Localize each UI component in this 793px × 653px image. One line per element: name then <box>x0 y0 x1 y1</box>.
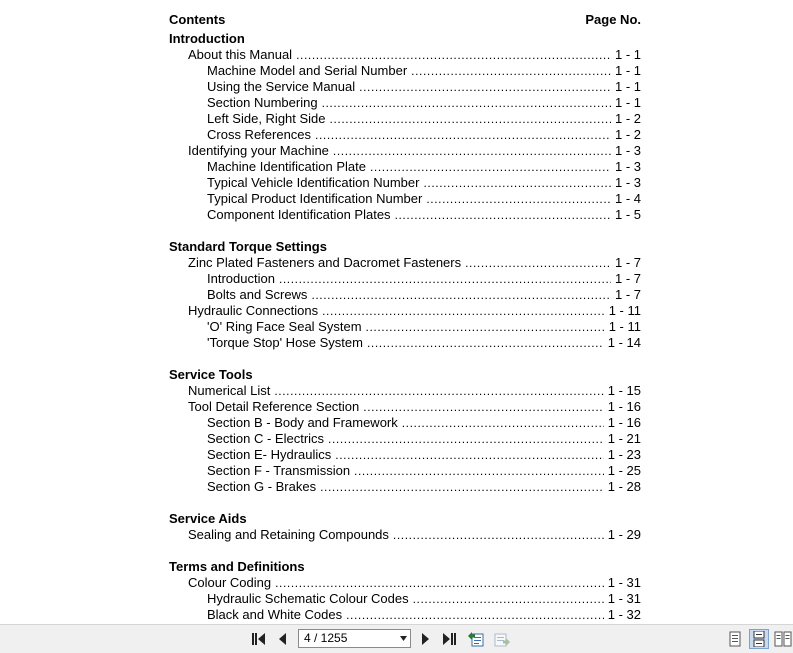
toc-entry-page: 1 - 5 <box>614 207 641 222</box>
toc-entry-label: Black and White Codes <box>207 607 343 622</box>
toc-dot-leader <box>363 399 603 415</box>
toc-entry-page: 1 - 25 <box>607 463 641 478</box>
go-back-view-button[interactable] <box>467 630 485 648</box>
toc-entry[interactable] <box>188 399 641 415</box>
toc-entry-label: Zinc Plated Fasteners and Dacromet Fasteners <box>188 255 462 270</box>
toc-entry-page: 1 - 3 <box>614 143 641 158</box>
toc-entry[interactable] <box>207 79 641 95</box>
toc-entry-label: Typical Product Identification Number <box>207 191 423 206</box>
toc-entry-label: Machine Model and Serial Number <box>207 63 408 78</box>
continuous-view-button[interactable] <box>750 630 768 648</box>
facing-pages-view-button[interactable] <box>774 630 792 648</box>
toc-entry-page: 1 - 28 <box>607 479 641 494</box>
toc-entry-page: 1 - 29 <box>607 527 641 542</box>
toc-entry-page: 1 - 1 <box>614 47 641 62</box>
toc-entry[interactable] <box>207 191 641 207</box>
toc-dot-leader <box>296 47 611 63</box>
toc-entry-page: 1 - 23 <box>607 447 641 462</box>
toc-dot-leader <box>395 207 611 223</box>
last-page-icon <box>442 632 458 646</box>
single-page-view-icon <box>728 631 742 647</box>
toc-entry-label: Sealing and Retaining Compounds <box>188 527 389 542</box>
toc-entry[interactable] <box>207 159 641 175</box>
next-page-icon <box>420 632 432 646</box>
toc-entry[interactable] <box>207 335 641 351</box>
toc-entry[interactable] <box>188 255 641 271</box>
toc-dot-leader <box>354 463 604 479</box>
toc-dot-leader <box>402 415 604 431</box>
toc-entry-label: Using the Service Manual <box>207 79 356 94</box>
toc-entry[interactable] <box>207 479 641 495</box>
toc-entry-label: Machine Identification Plate <box>207 159 366 174</box>
toc-entry-label: Section Numbering <box>207 95 318 110</box>
next-page-button[interactable] <box>417 630 435 648</box>
toc-entry-page: 1 - 7 <box>614 271 641 286</box>
toc-dot-leader <box>328 431 604 447</box>
toc-entry-page: 1 - 3 <box>614 175 641 190</box>
toc-dot-leader <box>465 255 611 271</box>
toc-section-heading <box>169 31 641 47</box>
toc-entry[interactable] <box>207 175 641 191</box>
toc-section-heading <box>169 511 641 527</box>
toc-entry-page: 1 - 1 <box>614 95 641 110</box>
toc-entry-label: Service Tools <box>169 367 253 382</box>
toc-entry[interactable] <box>207 415 641 431</box>
toc-entry[interactable] <box>207 319 641 335</box>
toc-dot-leader <box>330 111 611 127</box>
toc-entry[interactable] <box>207 207 641 223</box>
toc-entry[interactable] <box>188 527 641 543</box>
single-page-view-button[interactable] <box>726 630 744 648</box>
toc-dot-leader <box>411 63 611 79</box>
toc-entry-label: Hydraulic Schematic Colour Codes <box>207 591 409 606</box>
toc-entry-page: 1 - 2 <box>614 111 641 126</box>
last-page-button[interactable] <box>441 630 459 648</box>
toc-entry-label: Component Identification Plates <box>207 207 391 222</box>
toc-entry-page: 1 - 7 <box>614 287 641 302</box>
toc-entry[interactable] <box>188 575 641 591</box>
toc-entry-label: Hydraulic Connections <box>188 303 319 318</box>
toc-entry[interactable] <box>207 287 641 303</box>
go-forward-view-button[interactable] <box>493 630 511 648</box>
toc-dot-leader <box>275 575 604 591</box>
toc-entry-label: Section C - Electrics <box>207 431 325 446</box>
toc-entry-page: 1 - 11 <box>608 303 641 318</box>
toc-entry[interactable] <box>188 303 641 319</box>
toc-entry-label: Typical Vehicle Identification Number <box>207 175 420 190</box>
toc-entry-label: Section F - Transmission <box>207 463 351 478</box>
toc-entry-page: 1 - 7 <box>614 255 641 270</box>
toc-entry-label: Terms and Definitions <box>169 559 305 574</box>
chevron-down-icon <box>400 636 407 641</box>
toc-entry-label: Section G - Brakes <box>207 479 317 494</box>
continuous-view-icon <box>752 631 766 647</box>
toc-entry-label: Identifying your Machine <box>188 143 329 158</box>
first-page-icon <box>250 632 266 646</box>
toc-entry-label: Left Side, Right Side <box>207 111 326 126</box>
toc-entry-page: 1 - 3 <box>614 159 641 174</box>
toc-entry-label: Cross References <box>207 127 312 142</box>
toc-entry-page: 1 - 1 <box>614 63 641 78</box>
toc-entry-label: Numerical List <box>188 383 271 398</box>
toc-section-heading <box>169 367 641 383</box>
toc-dot-leader <box>426 191 611 207</box>
toc-dot-leader <box>322 303 605 319</box>
toc-entry-label: Colour Coding <box>188 575 272 590</box>
contents-heading: Contents <box>169 12 226 27</box>
viewer-toolbar <box>0 624 793 653</box>
toc-dot-leader <box>274 383 603 399</box>
go-forward-view-icon <box>493 631 511 647</box>
toc-entry[interactable] <box>207 95 641 111</box>
toc-entry-label: About this Manual <box>188 47 293 62</box>
toc-dot-leader <box>320 479 604 495</box>
toc-dot-leader <box>367 335 604 351</box>
toc-entry[interactable] <box>207 431 641 447</box>
toc-entry-page: 1 - 14 <box>607 335 641 350</box>
toc-entry-label: Introduction <box>207 271 275 286</box>
previous-page-icon <box>276 632 288 646</box>
toc-entry-label: Bolts and Screws <box>207 287 308 302</box>
toc-entry[interactable] <box>207 63 641 79</box>
page-no-heading: Page No. <box>585 12 641 27</box>
toc-dot-leader <box>393 527 604 543</box>
toc-dot-leader <box>359 79 611 95</box>
toc-entry-page: 1 - 4 <box>614 191 641 206</box>
toc-entry-label: Introduction <box>169 31 245 46</box>
toc-entry-page: 1 - 16 <box>607 415 641 430</box>
toc-dot-leader <box>322 95 611 111</box>
toc-dot-leader <box>366 319 605 335</box>
toc-entry-label: 'O' Ring Face Seal System <box>207 319 362 334</box>
toc-entry[interactable] <box>207 463 641 479</box>
toc-entry-page: 1 - 2 <box>614 127 641 142</box>
toc-section-heading <box>169 239 641 255</box>
go-back-view-icon <box>467 631 485 647</box>
toc-dot-leader <box>335 447 603 463</box>
toc-dot-leader <box>333 143 611 159</box>
toc-dot-leader <box>311 287 611 303</box>
toc-entry-label: Section E- Hydraulics <box>207 447 332 462</box>
toc-entry-page: 1 - 32 <box>607 607 641 622</box>
toc-entry-page: 1 - 11 <box>608 319 641 334</box>
toc-dot-leader <box>346 607 604 623</box>
page-number-select[interactable] <box>298 629 411 648</box>
toc-entry[interactable] <box>207 447 641 463</box>
toc-entry-page: 1 - 15 <box>607 383 641 398</box>
toc-dot-leader <box>413 591 604 607</box>
toc-entry[interactable] <box>188 47 641 63</box>
toc-entry-label: Tool Detail Reference Section <box>188 399 360 414</box>
toc-entry-label: Standard Torque Settings <box>169 239 327 254</box>
toc-entry-page: 1 - 31 <box>607 575 641 590</box>
facing-pages-view-icon <box>774 631 792 647</box>
previous-page-button[interactable] <box>273 630 291 648</box>
toc-entry-label: Service Aids <box>169 511 247 526</box>
toc-entry-page: 1 - 31 <box>607 591 641 606</box>
toc-entry[interactable] <box>207 127 641 143</box>
toc-entry-page: 1 - 16 <box>607 399 641 414</box>
toc-entry-page: 1 - 1 <box>614 79 641 94</box>
toc-dot-leader <box>315 127 611 143</box>
toc-entry[interactable] <box>207 591 641 607</box>
toc-dot-leader <box>370 159 611 175</box>
toc-entry[interactable] <box>207 607 641 623</box>
toc-entry-label: 'Torque Stop' Hose System <box>207 335 363 350</box>
toc-entry[interactable] <box>188 383 641 399</box>
first-page-button[interactable] <box>249 630 267 648</box>
toc-entry-page: 1 - 21 <box>607 431 641 446</box>
toc-dot-leader <box>423 175 611 191</box>
toc-section-heading <box>169 559 641 575</box>
toc-entry[interactable] <box>207 111 641 127</box>
toc-entry[interactable] <box>207 271 641 287</box>
toc-entry-label: Section B - Body and Framework <box>207 415 398 430</box>
toc-entry[interactable] <box>188 143 641 159</box>
page-indicator: 4 / 1255 <box>304 631 348 645</box>
toc-dot-leader <box>279 271 611 287</box>
